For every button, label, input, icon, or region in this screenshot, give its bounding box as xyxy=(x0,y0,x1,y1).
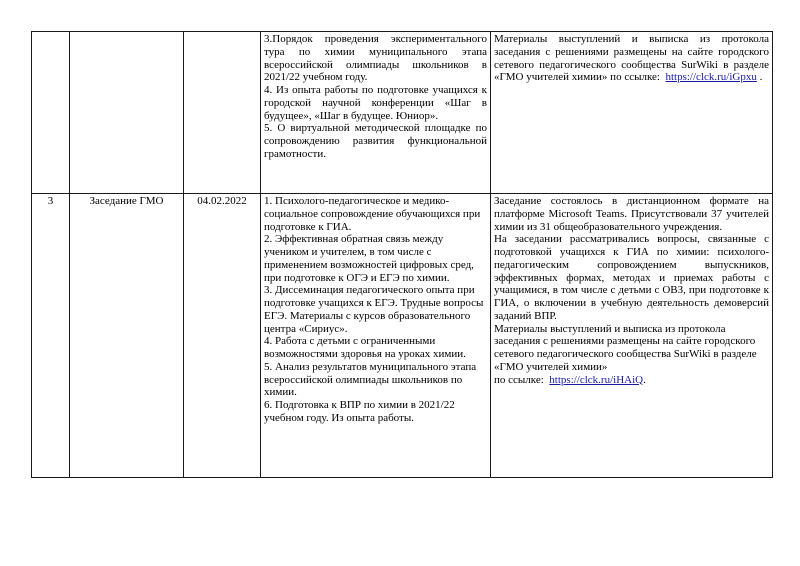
minutes-table xyxy=(31,31,773,478)
result-paragraph: На заседании рассматривались вопросы, связанные с подготовкой учащихся к ГИА по химии: психолого-педагогическим сопровождением выпускников, эффективных формах, методах и приемах работы с учащимися, в том числе с детьми с ОВЗ, при подготовке к ГИА, о включении в учебную деятельность демоверсий заданий ВПР. xyxy=(494,233,769,322)
result-link[interactable]: https://clck.ru/iGpxu xyxy=(665,71,757,84)
agenda-item: 2. Эффективная обратная связь между учеником и учителем, в том числе с применением возможностей цифровых сред, при подготовке к ОГЭ и ЕГЭ по химии. xyxy=(264,233,474,284)
row-number-cell xyxy=(32,194,70,478)
event-date-cell xyxy=(184,194,261,478)
event-name-cell xyxy=(70,194,184,478)
event-date-cell xyxy=(184,32,261,194)
result-paragraph xyxy=(494,374,769,387)
agenda-item: 3.Порядок проведения экспериментального тура по химии муниципального этапа всероссийской олимпиады школьников в 2021/22 учебном году. xyxy=(264,33,487,84)
result-cell xyxy=(491,194,773,478)
agenda-item: 3. Диссеминация педагогического опыта при подготовке учащихся к ЕГЭ. Трудные вопросы ЕГЭ. Материалы с курсов образовательного центра «Сириус». xyxy=(264,284,484,335)
agenda-item: 4. Работа с детьми с ограниченными возможностями здоровья на уроках химии. xyxy=(264,335,466,360)
event-name-cell xyxy=(70,32,184,194)
agenda-item: 1. Психолого-педагогическое и медико-социальное сопровождение обучающихся при подготовке к ГИА. xyxy=(264,195,481,233)
result-link-prefix: по ссылке: xyxy=(494,373,544,386)
agenda-item: 5. О виртуальной методической площадке по сопровождению развития функциональной грамотности. xyxy=(264,122,487,160)
row-number: 3 xyxy=(47,195,54,207)
agenda-item: 6. Подготовка к ВПР по химии в 2021/22 учебном году. Из опыта работы. xyxy=(264,399,455,424)
result-link-trailing: . xyxy=(756,71,763,84)
event-date: 04.02.2022 xyxy=(197,195,247,207)
result-link[interactable]: https://clck.ru/iHAiQ xyxy=(549,373,644,386)
result-paragraph: Заседание состоялось в дистанционном формате на платформе Microsoft Teams. Присутствовали 37 учителей химии из 31 общеобразовательного учреждения. xyxy=(494,195,769,233)
event-name: Заседание ГМО xyxy=(89,195,164,207)
agenda-cell xyxy=(261,194,491,478)
table-row xyxy=(32,194,773,478)
result-text: Материалы выступлений и выписка из протокола заседания с решениями размещены на сайте городского сетевого педагогического сообщества SurWiki в разделе «ГМО учителей химии» по ссылке: xyxy=(494,33,769,84)
result-cell xyxy=(491,32,773,194)
result-paragraph: Материалы выступлений и выписка из протокола заседания с решениями размещены на сайте городского сетевого педагогического сообщества SurWiki в разделе «ГМО учителей химии» xyxy=(494,322,757,373)
agenda-item: 5. Анализ результатов муниципального этапа всероссийской олимпиады школьников по химии. xyxy=(264,360,477,399)
table-row xyxy=(32,32,773,194)
agenda-item: 4. Из опыта работы по подготовке учащихся к городской научной конференции «Шаг в будущее», «Шаг в будущее. Юниор». xyxy=(264,84,487,122)
result-link-trailing: . xyxy=(643,373,646,386)
result-paragraph xyxy=(494,33,769,84)
agenda-cell xyxy=(261,32,491,194)
row-number-cell xyxy=(32,32,70,194)
